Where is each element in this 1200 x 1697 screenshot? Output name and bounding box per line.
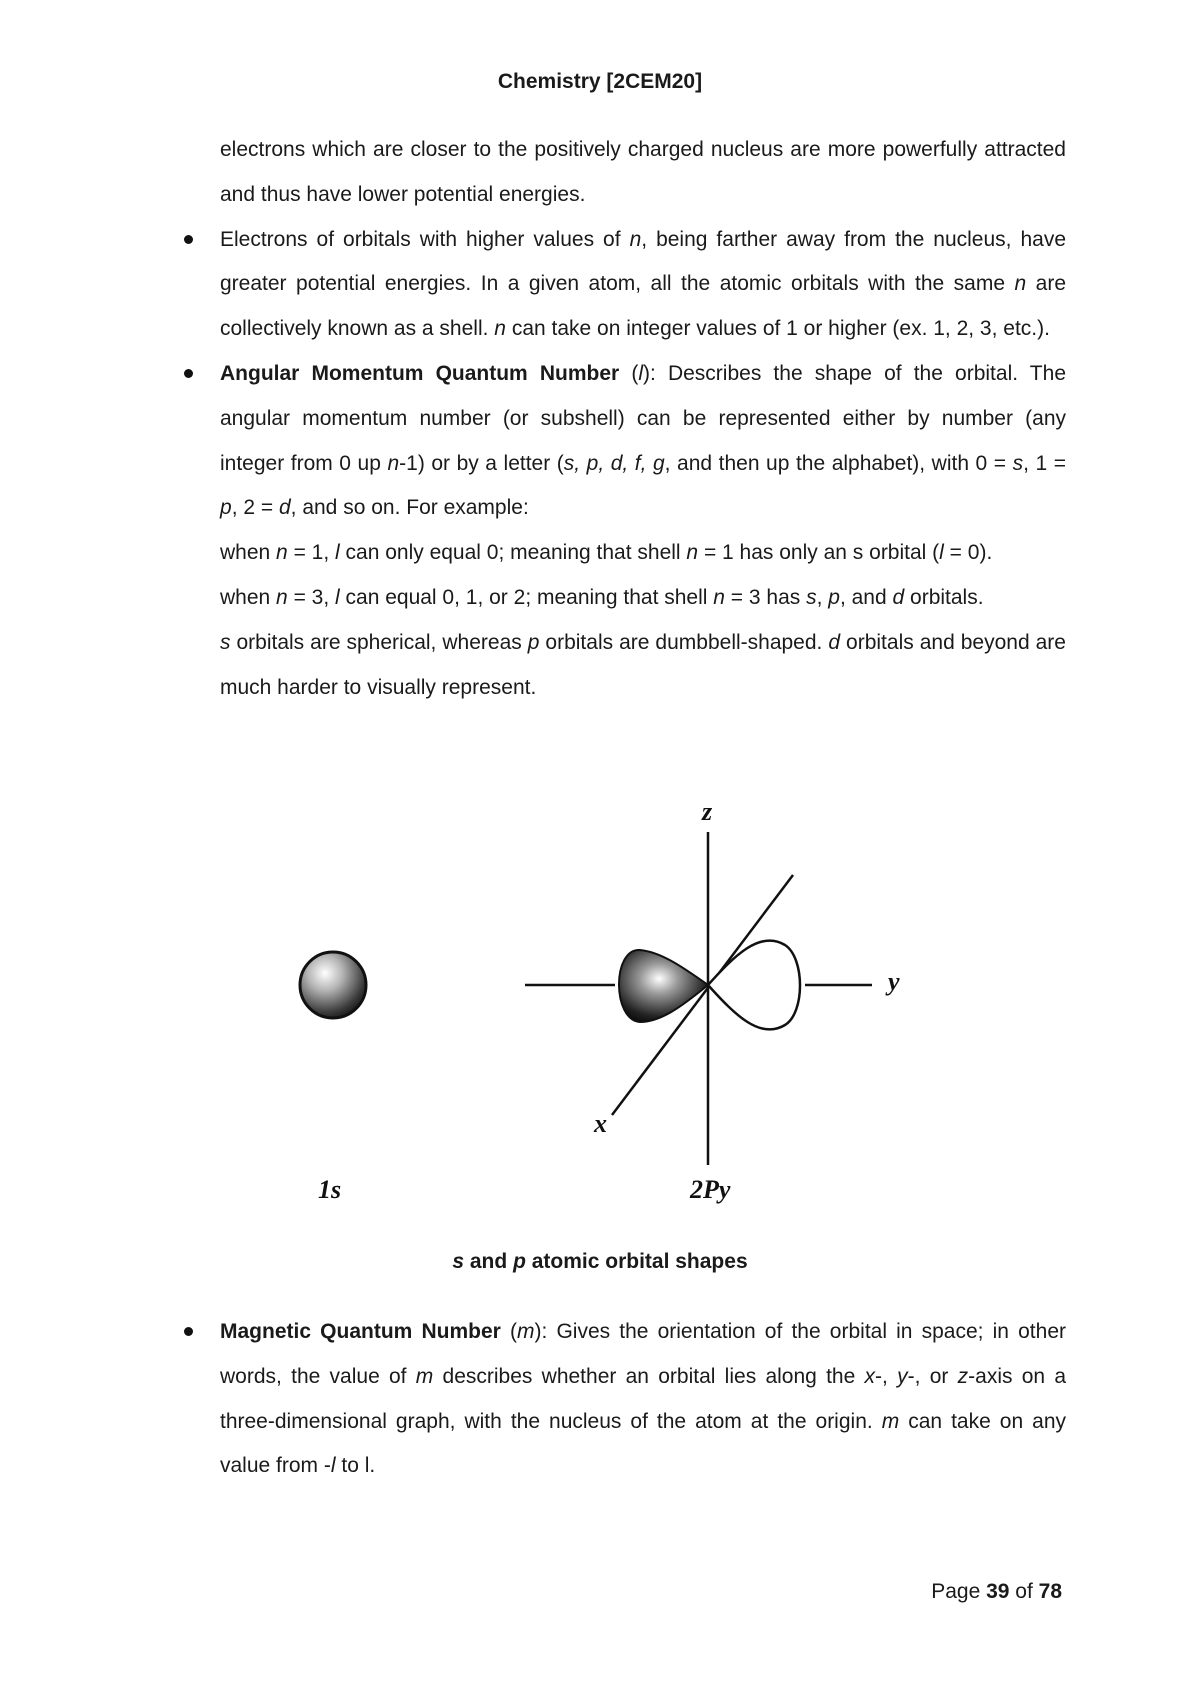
bullet-magnetic [220,1310,1066,1489]
s-orbital-sphere [300,952,366,1018]
p-orbital-lobe-negative [619,950,708,1022]
magnetic-paragraph: Magnetic Quantum Number (m): Gives the orientation of the orbital in space; in other words, the value of m describes whether an orbital lies along the x-, y-, or z-axis on a three-dimensional graph, with the nucleus of the atom at the origin. m can take on any value from -l to l. [220,1320,1067,1478]
label-1s: 1s [318,1175,342,1204]
page-number-footer: Page 39 of 78 [931,1580,1062,1603]
page-header-title: Chemistry [2CEM20] [497,70,703,93]
bullet-icon [184,369,193,378]
axis-label-x: x [594,1109,607,1138]
label-2py: 2Py [690,1175,731,1204]
figure-caption: s and p atomic orbital shapes [452,1250,748,1273]
bullet-icon [184,1327,193,1336]
body-text [220,128,1066,710]
example-line-1: when n = 1, l can only equal 0; meaning that shell n = 1 has only an s orbital (l = 0). [220,541,993,565]
example-line-3: s orbitals are spherical, whereas p orbitals are dumbbell-shaped. d orbitals and beyond are much harder to visually represent. [220,630,1066,699]
example-line-2: when n = 3, l can equal 0, 1, or 2; meaning that shell n = 3 has s, p, and d orbitals. [220,585,984,609]
bullet-angular [220,352,1066,710]
body-text-lower [220,1310,1066,1489]
axis-label-z: z [702,797,713,826]
bullet-principal [220,218,1066,352]
intro-paragraph: electrons which are closer to the positively charged nucleus are more powerfully attracted and thus have lower potential energies. [220,138,1066,206]
principal-paragraph: Electrons of orbitals with higher values of n, being farther away from the nucleus, have greater potential energies. In a given atom, all the atomic orbitals with the same n are collectively known as a shell. n can take on integer values of 1 or higher (ex. 1, 2, 3, etc.). [220,227,1067,341]
bullet-icon [184,235,193,244]
orbital-figure [0,770,1200,1230]
axis-label-y: y [888,967,900,996]
angular-paragraph: Angular Momentum Quantum Number (l): Describes the shape of the orbital. The angular momentum number (or subshell) can be represented either by number (any integer from 0 up n-1) or by a letter (s, p, d, f, g, and then up the alphabet), with 0 = s, 1 = p, 2 = d, and so on. For example: [220,361,1066,520]
p-orbital-lobe-positive [708,941,800,1030]
